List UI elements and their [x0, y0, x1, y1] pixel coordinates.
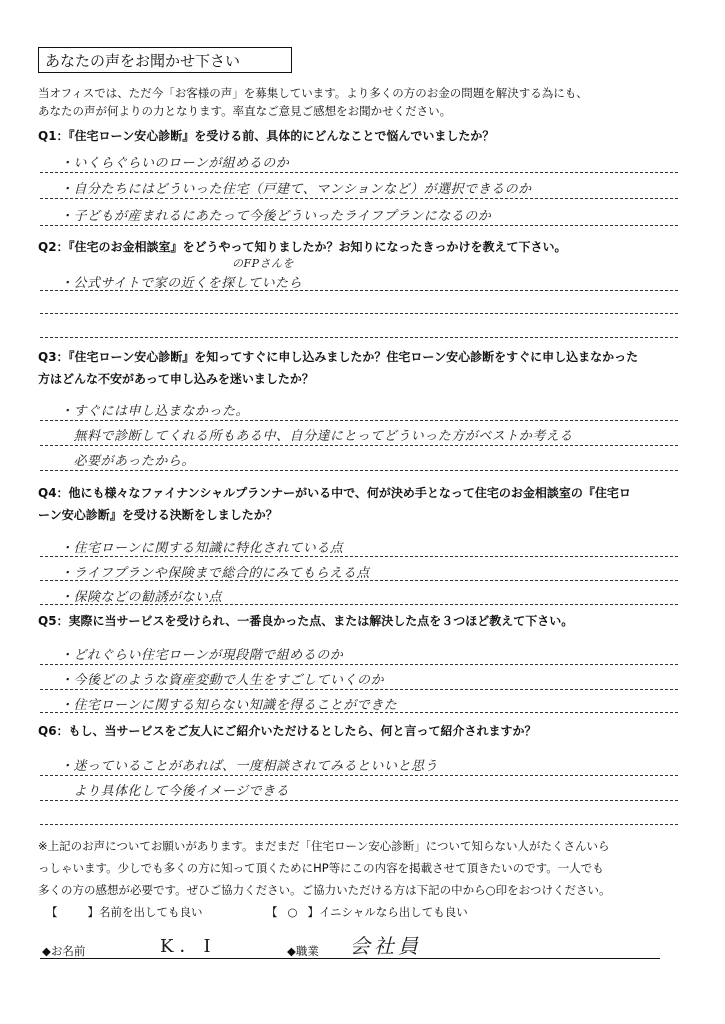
answer-line: [40, 580, 678, 581]
consent-option-initials-mark: ○: [287, 905, 298, 919]
answer-line: [40, 689, 678, 690]
q3-answer-3: 必要があったから。: [60, 454, 195, 469]
name-value: K．I: [160, 936, 217, 957]
answer-line: [40, 290, 678, 291]
intro-line-2: あなたの声が何よりの力となります。率直なご意見ご感想をお聞かせください。: [38, 104, 452, 118]
q4-answer-3: ・保険などの勧誘がない点: [60, 590, 223, 605]
q3-answer-2: 無料で診断してくれる所もある中、自分達にとってどういった方がベストか考える: [60, 429, 573, 444]
note-line-2: っしゃいます。少しでも多くの方に知って頂くためにHP等にこの内容を掲載させて頂きたいのです。一人でも: [38, 861, 604, 875]
job-value: 会社員: [350, 934, 422, 958]
consent-option-initials[interactable]: [266, 904, 468, 920]
answer-line: [40, 313, 678, 314]
q4-answer-1: ・住宅ローンに関する知識に特化されている点: [60, 541, 344, 556]
answer-line: [40, 420, 678, 421]
q2-answer-1: ・公式サイトで家の近くを探していたら: [60, 276, 303, 291]
answer-line: [40, 445, 678, 446]
answer-line: [40, 604, 678, 605]
q4-question-line-2: ーン安心診断』を受ける決断をしましたか？: [38, 508, 278, 522]
answer-line: [40, 556, 678, 557]
q3-answer-1: ・すぐには申し込まなかった。: [60, 404, 250, 419]
answer-line: [40, 800, 678, 801]
q4-question-line-1: Q4：他にも様々なファイナンシャルプランナーがいる中で、何が決め手となって住宅のお金相談室の『住宅ロ: [38, 486, 631, 500]
q5-answer-3: ・住宅ローンに関する知らない知識を得ることができた: [60, 698, 398, 713]
q2-insert-note: のFPさんを: [232, 257, 295, 270]
q3-question-line-2: 方はどんな不安があって申し込みを迷いましたか？: [38, 372, 314, 386]
q4-answer-2: ・ライフプランや保険まで総合的にみてもらえる点: [60, 566, 370, 581]
note-line-3: 多くの方の感想が必要です。ぜひご協力ください。ご協力いただける方は下記の中から○印をおつけください。: [38, 883, 611, 897]
q5-answer-2: ・今後どのような資産変動で人生をすごしていくのか: [60, 673, 385, 688]
answer-line: [40, 470, 678, 471]
intro-line-1: 当オフィスでは、ただ今「お客様の声」を募集しています。より多くの方のお金の問題を解決する為にも、: [38, 86, 588, 100]
consent-option-name[interactable]: [46, 904, 203, 920]
consent-option-initials-label: 】イニシャルなら出しても良い: [307, 905, 468, 919]
answer-line: [40, 664, 678, 665]
q3-question-line-1: Q3：『住宅ローン安心診断』を知ってすぐに申し込みましたか？住宅ローン安心診断をすぐに申し込まなかった: [38, 350, 639, 364]
q2-question: Q2：『住宅のお金相談室』をどうやって知りましたか？お知りになったきっかけを教えて下さい。: [38, 240, 567, 254]
answer-line: [40, 337, 678, 338]
q5-answer-1: ・どれぐらい住宅ローンが現段階で組めるのか: [60, 648, 344, 663]
q6-question: Q6：もし、当サービスをご友人にご紹介いただけるとしたら、何と言って紹介されますか？: [38, 724, 537, 738]
name-label: ◆お名前: [42, 944, 86, 958]
answer-line: [40, 225, 678, 226]
answer-line: [40, 172, 678, 173]
consent-option-name-label: 】名前を出しても良い: [87, 905, 203, 919]
bracket-open: 【: [46, 905, 58, 919]
note-line-1: ※上記のお声についてお願いがあります。まだまだ「住宅ローン安心診断」について知らない人がたくさんいら: [38, 839, 610, 853]
bracket-open: 【: [266, 905, 278, 919]
answer-line: [40, 824, 678, 825]
signature-line: [40, 958, 660, 959]
job-label: ◆職業: [287, 944, 319, 958]
q1-answer-2: ・自分たちにはどういった住宅（戸建て、マンションなど）が選択できるのか: [60, 182, 532, 197]
q1-answer-1: ・いくらぐらいのローンが組めるのか: [60, 156, 290, 171]
answer-line: [40, 198, 678, 199]
q5-question: Q5：実際に当サービスを受けられ、一番良かった点、または解決した点を３つほど教えて下さい。: [38, 614, 574, 628]
page-title: あなたの声をお聞かせ下さい: [38, 47, 292, 73]
q1-answer-3: ・子どもが産まれるにあたって今後どういったライフプランになるのか: [60, 209, 492, 224]
q1-question: Q1：『住宅ローン安心診断』を受ける前、具体的にどんなことで悩んでいましたか？: [38, 129, 495, 143]
answer-line: [40, 712, 678, 713]
answer-line: [40, 775, 678, 776]
q6-answer-1: ・迷っていることがあれば、一度相談されてみるといいと思う: [60, 759, 439, 774]
q6-answer-2: より具体化して今後イメージできる: [60, 784, 290, 799]
